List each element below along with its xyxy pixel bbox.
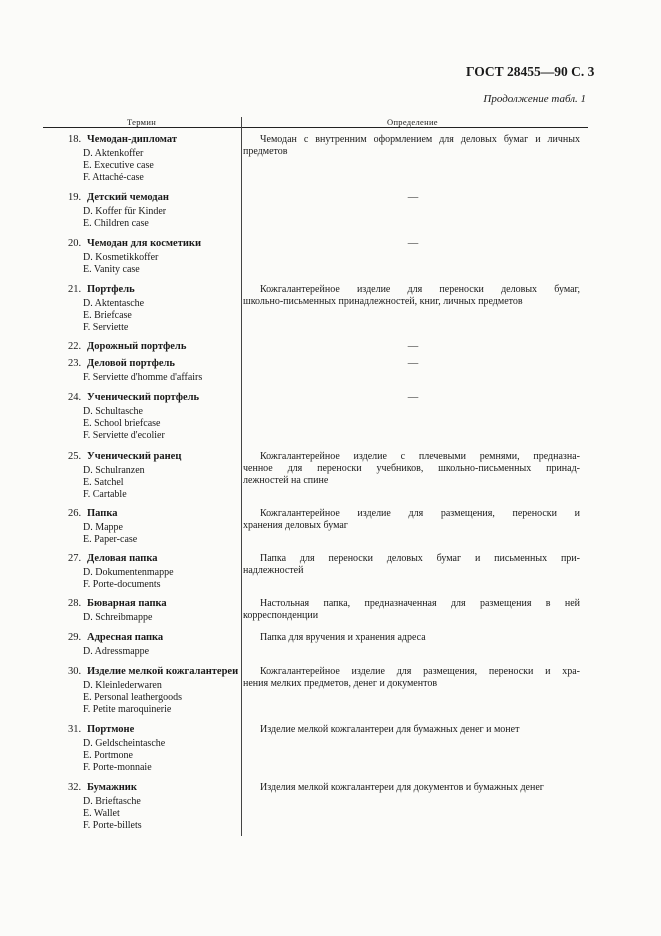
foreign-equivalent: E. Briefcase bbox=[83, 310, 132, 321]
foreign-equivalents bbox=[83, 567, 241, 591]
term-number: 21. bbox=[68, 284, 82, 295]
term-number: 27. bbox=[68, 553, 82, 564]
term-name: Папка bbox=[87, 508, 118, 519]
definition-text bbox=[243, 724, 580, 736]
definition-line: Кожгалантерейное изделие для размещения, переноски и bbox=[260, 508, 580, 519]
term-line bbox=[68, 451, 240, 463]
foreign-equivalent: F. Serviette d'homme d'affairs bbox=[83, 372, 203, 383]
term-name: Портфель bbox=[87, 284, 135, 295]
term-name: Бумажник bbox=[87, 782, 137, 793]
table-column-divider bbox=[241, 117, 242, 836]
foreign-equivalent: D. Kleinlederwaren bbox=[83, 680, 162, 691]
foreign-equivalent: F. Serviette bbox=[83, 322, 129, 333]
term-name: Ученический портфель bbox=[87, 392, 200, 403]
definition-dash: — bbox=[407, 238, 419, 249]
foreign-equivalents bbox=[83, 252, 241, 276]
foreign-equivalent: F. Cartable bbox=[83, 489, 127, 500]
term-line bbox=[68, 553, 240, 565]
foreign-equivalent: E. Satchel bbox=[83, 477, 124, 488]
foreign-equivalent: F. Porte-documents bbox=[83, 579, 161, 590]
term-line bbox=[68, 666, 240, 678]
term-line bbox=[68, 341, 240, 353]
term-number: 32. bbox=[68, 782, 82, 793]
definition-text bbox=[243, 553, 580, 577]
foreign-equivalents bbox=[83, 612, 241, 624]
definition-dash: — bbox=[407, 341, 419, 352]
definition-text bbox=[243, 666, 580, 690]
term-number: 31. bbox=[68, 724, 82, 735]
term-name: Чемодан-дипломат bbox=[87, 134, 178, 145]
foreign-equivalents bbox=[83, 522, 241, 546]
term-number: 28. bbox=[68, 598, 82, 609]
term-line bbox=[68, 782, 240, 794]
definition-text bbox=[243, 451, 580, 487]
definition-line: корреспонденции bbox=[243, 610, 319, 621]
term-name: Изделие мелкой кожгалантереи bbox=[87, 666, 239, 677]
definition-text bbox=[243, 632, 580, 644]
definition-line: Изделия мелкой кожгалантереи для документов и бумажных денег bbox=[260, 782, 544, 793]
definition-line: нения мелких предметов, денег и документов bbox=[243, 678, 438, 689]
term-number: 22. bbox=[68, 341, 82, 352]
term-line bbox=[68, 508, 240, 520]
foreign-equivalent: D. Adressmappe bbox=[83, 646, 150, 657]
foreign-equivalent: F. Serviette d'ecolier bbox=[83, 430, 165, 441]
definition-text bbox=[243, 284, 580, 308]
foreign-equivalent: D. Schultasche bbox=[83, 406, 143, 417]
term-line bbox=[68, 238, 240, 250]
foreign-equivalent: E. Wallet bbox=[83, 808, 120, 819]
definition-line: ченное для переноски учебников, школьно-письменных принад- bbox=[243, 463, 580, 474]
foreign-equivalent: E. School briefcase bbox=[83, 418, 161, 429]
foreign-equivalents bbox=[83, 680, 241, 716]
definition-line: Папка для переноски деловых бумаг и письменных при- bbox=[260, 553, 580, 564]
definition-text bbox=[243, 598, 580, 622]
foreign-equivalent: F. Attaché-case bbox=[83, 172, 144, 183]
foreign-equivalent: E. Vanity case bbox=[83, 264, 140, 275]
definition-line: хранения деловых бумаг bbox=[243, 520, 348, 531]
foreign-equivalents bbox=[83, 465, 241, 501]
column-header-definition: Определение bbox=[387, 117, 438, 127]
definition-line: надлежностей bbox=[243, 565, 304, 576]
definition-line: Кожгалантерейное изделие для переноски деловых бумаг, bbox=[260, 284, 580, 295]
foreign-equivalent: F. Petite maroquinerie bbox=[83, 704, 172, 715]
foreign-equivalent: D. Mappe bbox=[83, 522, 123, 533]
term-number: 24. bbox=[68, 392, 82, 403]
definition-dash: — bbox=[407, 358, 419, 369]
term-line bbox=[68, 598, 240, 610]
foreign-equivalent: D. Aktenkoffer bbox=[83, 148, 144, 159]
term-number: 30. bbox=[68, 666, 82, 677]
term-number: 26. bbox=[68, 508, 82, 519]
foreign-equivalent: E. Executive case bbox=[83, 160, 154, 171]
definition-line: Папка для вручения и хранения адреса bbox=[260, 632, 426, 643]
foreign-equivalents bbox=[83, 148, 241, 184]
foreign-equivalent: D. Brieftasche bbox=[83, 796, 141, 807]
definition-line: Изделие мелкой кожгалантереи для бумажных денег и монет bbox=[260, 724, 520, 735]
column-header-term: Термин bbox=[127, 117, 157, 127]
foreign-equivalents bbox=[83, 298, 241, 334]
foreign-equivalents bbox=[83, 372, 241, 384]
foreign-equivalent: D. Kosmetikkoffer bbox=[83, 252, 159, 263]
term-line bbox=[68, 724, 240, 736]
foreign-equivalents bbox=[83, 796, 241, 832]
foreign-equivalent: F. Porte-billets bbox=[83, 820, 142, 831]
foreign-equivalents bbox=[83, 646, 241, 658]
term-number: 23. bbox=[68, 358, 82, 369]
definition-line: школьно-письменных принадлежностей, книг, личных предметов bbox=[243, 296, 523, 307]
foreign-equivalent: D. Koffer für Kinder bbox=[83, 206, 167, 217]
term-line bbox=[68, 632, 240, 644]
term-line bbox=[68, 284, 240, 296]
term-line bbox=[68, 392, 240, 404]
definition-line: предметов bbox=[243, 146, 288, 157]
foreign-equivalents bbox=[83, 406, 241, 442]
definition-text bbox=[243, 134, 580, 158]
foreign-equivalent: D. Aktentasche bbox=[83, 298, 145, 309]
foreign-equivalent: D. Dokumentenmappe bbox=[83, 567, 174, 578]
foreign-equivalent: D. Geldscheintasche bbox=[83, 738, 166, 749]
definition-text bbox=[243, 508, 580, 532]
definition-line: Настольная папка, предназначенная для размещения в ней bbox=[260, 598, 580, 609]
term-line bbox=[68, 358, 240, 370]
table-continuation-note: Продолжение табл. 1 bbox=[483, 93, 586, 105]
foreign-equivalent: E. Paper-case bbox=[83, 534, 138, 545]
term-name: Чемодан для косметики bbox=[87, 238, 202, 249]
term-name: Деловая папка bbox=[87, 553, 158, 564]
term-number: 20. bbox=[68, 238, 82, 249]
term-name: Детский чемодан bbox=[87, 192, 169, 203]
term-name: Деловой портфель bbox=[87, 358, 175, 369]
foreign-equivalent: F. Porte-monnaie bbox=[83, 762, 152, 773]
term-name: Портмоне bbox=[87, 724, 135, 735]
foreign-equivalent: E. Personal leathergoods bbox=[83, 692, 182, 703]
term-number: 19. bbox=[68, 192, 82, 203]
term-name: Бюварная папка bbox=[87, 598, 167, 609]
definition-dash: — bbox=[407, 192, 419, 203]
term-name: Адресная папка bbox=[87, 632, 164, 643]
foreign-equivalent: D. Schulranzen bbox=[83, 465, 145, 476]
foreign-equivalent: E. Children case bbox=[83, 218, 149, 229]
definition-text bbox=[243, 782, 580, 794]
term-number: 29. bbox=[68, 632, 82, 643]
foreign-equivalent: D. Schreibmappe bbox=[83, 612, 153, 623]
term-number: 25. bbox=[68, 451, 82, 462]
term-name: Ученический ранец bbox=[87, 451, 182, 462]
term-name: Дорожный портфель bbox=[87, 341, 187, 352]
definition-line: лежностей на спине bbox=[243, 475, 329, 486]
foreign-equivalent: E. Portmone bbox=[83, 750, 133, 761]
definition-dash: — bbox=[407, 392, 419, 403]
term-line bbox=[68, 192, 240, 204]
term-line bbox=[68, 134, 240, 146]
definition-line: Кожгалантерейное изделие для размещения, переноски и хра- bbox=[260, 666, 580, 677]
table-header-rule bbox=[43, 127, 588, 128]
foreign-equivalents bbox=[83, 206, 241, 230]
term-number: 18. bbox=[68, 134, 82, 145]
definition-line: Чемодан с внутренним оформлением для деловых бумаг и личных bbox=[260, 134, 580, 145]
foreign-equivalents bbox=[83, 738, 241, 774]
page-header-title: ГОСТ 28455—90 С. 3 bbox=[466, 64, 595, 79]
definition-line: Кожгалантерейное изделие с плечевыми ремнями, предназна- bbox=[260, 451, 580, 462]
